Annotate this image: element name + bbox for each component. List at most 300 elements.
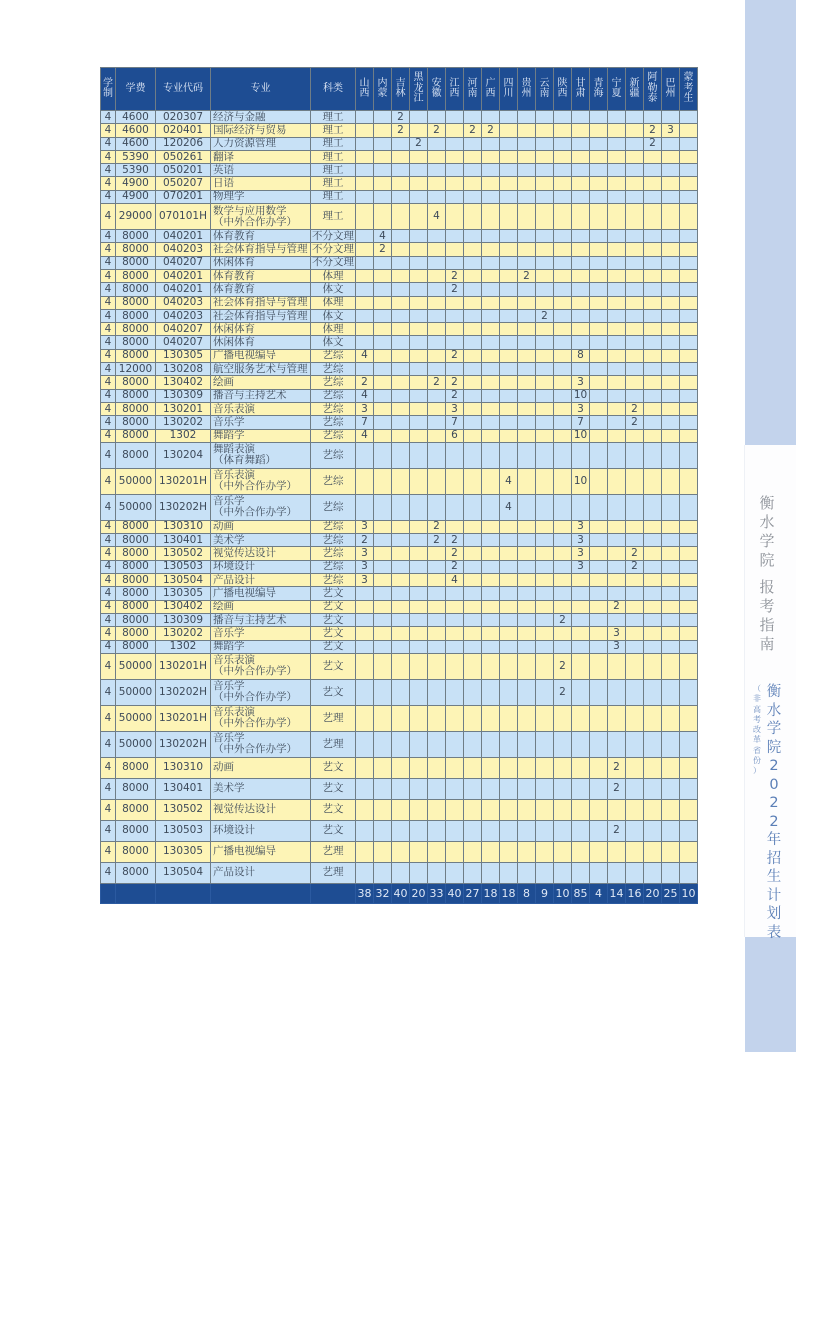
quota-cell: [428, 269, 446, 282]
quota-cell: 4: [428, 204, 446, 230]
quota-cell: [518, 164, 536, 177]
quota-cell: [590, 640, 608, 653]
quota-cell: [428, 757, 446, 778]
quota-cell: 3: [356, 547, 374, 560]
major-name-cell: 社会体育指导与管理: [211, 309, 311, 322]
quota-cell: [446, 820, 464, 841]
fee-cell: 8000: [116, 627, 156, 640]
total-cell: 18: [500, 883, 518, 903]
quota-cell: [374, 468, 392, 494]
quota-cell: [464, 587, 482, 600]
major-code-cell: 130502: [156, 547, 211, 560]
quota-cell: [518, 494, 536, 520]
quota-cell: [554, 124, 572, 137]
quota-cell: [644, 640, 662, 653]
quota-cell: [410, 363, 428, 376]
quota-cell: [662, 150, 680, 163]
quota-cell: [554, 150, 572, 163]
quota-cell: [662, 731, 680, 757]
quota-cell: [374, 124, 392, 137]
quota-cell: [554, 429, 572, 442]
category-cell: 艺文: [311, 679, 356, 705]
quota-cell: [482, 520, 500, 533]
quota-cell: [536, 389, 554, 402]
table-row: [101, 600, 698, 613]
major-code-cell: 040201: [156, 283, 211, 296]
quota-cell: [410, 164, 428, 177]
table-row: [101, 230, 698, 243]
quota-cell: [374, 613, 392, 626]
quota-cell: [662, 376, 680, 389]
major-name-cell: 体育教育: [211, 269, 311, 282]
quota-cell: [482, 679, 500, 705]
quota-cell: [392, 627, 410, 640]
province-header: 内 蒙: [374, 68, 392, 111]
quota-cell: [644, 574, 662, 587]
quota-cell: 2: [446, 389, 464, 402]
quota-cell: [446, 124, 464, 137]
table-row: [101, 164, 698, 177]
duration-cell: 4: [101, 150, 116, 163]
quota-cell: [590, 389, 608, 402]
quota-cell: [644, 309, 662, 322]
table-row: [101, 520, 698, 533]
quota-cell: [626, 705, 644, 731]
quota-cell: [356, 587, 374, 600]
quota-cell: [482, 640, 500, 653]
major-code-cell: 130402: [156, 600, 211, 613]
quota-cell: [500, 587, 518, 600]
quota-cell: [446, 230, 464, 243]
quota-cell: [590, 520, 608, 533]
category-cell: 理工: [311, 190, 356, 203]
quota-cell: [374, 679, 392, 705]
quota-cell: [680, 376, 698, 389]
major-name-cell: 美术学: [211, 534, 311, 547]
quota-cell: [626, 389, 644, 402]
quota-cell: [518, 416, 536, 429]
quota-cell: [482, 309, 500, 322]
major-name-cell: 经济与金融: [211, 111, 311, 124]
major-code-cell: 130310: [156, 520, 211, 533]
quota-cell: [572, 164, 590, 177]
column-header: 学费: [116, 68, 156, 111]
quota-cell: [446, 841, 464, 862]
quota-cell: [662, 494, 680, 520]
quota-cell: [644, 587, 662, 600]
duration-cell: 4: [101, 402, 116, 415]
quota-cell: [464, 402, 482, 415]
quota-cell: [536, 613, 554, 626]
fee-cell: 8000: [116, 429, 156, 442]
major-name-cell: 英语: [211, 164, 311, 177]
quota-cell: [626, 627, 644, 640]
quota-cell: [446, 323, 464, 336]
quota-cell: [482, 862, 500, 883]
quota-cell: [554, 323, 572, 336]
province-header: 陕 西: [554, 68, 572, 111]
quota-cell: [374, 547, 392, 560]
major-code-cell: 020401: [156, 124, 211, 137]
quota-cell: [482, 613, 500, 626]
quota-cell: [518, 442, 536, 468]
column-header: 专业代码: [156, 68, 211, 111]
quota-cell: [518, 600, 536, 613]
quota-cell: [464, 269, 482, 282]
category-cell: 艺综: [311, 442, 356, 468]
category-cell: 理工: [311, 177, 356, 190]
quota-cell: [446, 799, 464, 820]
quota-cell: [572, 243, 590, 256]
quota-cell: 3: [572, 547, 590, 560]
province-header: 山 西: [356, 68, 374, 111]
quota-cell: [590, 137, 608, 150]
quota-cell: [428, 190, 446, 203]
category-cell: 体文: [311, 309, 356, 322]
quota-cell: [608, 283, 626, 296]
fee-cell: 50000: [116, 653, 156, 679]
duration-cell: 4: [101, 190, 116, 203]
quota-cell: 4: [356, 429, 374, 442]
quota-cell: [500, 613, 518, 626]
quota-cell: [644, 862, 662, 883]
quota-cell: 2: [554, 679, 572, 705]
guide-title-line2: 报 考 指 南: [759, 578, 775, 653]
quota-cell: [644, 402, 662, 415]
quota-cell: [410, 679, 428, 705]
fee-cell: 8000: [116, 587, 156, 600]
quota-cell: [482, 283, 500, 296]
quota-cell: [590, 841, 608, 862]
table-row: [101, 627, 698, 640]
fee-cell: 8000: [116, 547, 156, 560]
quota-cell: [590, 429, 608, 442]
quota-cell: [500, 442, 518, 468]
quota-cell: [410, 389, 428, 402]
quota-cell: [464, 363, 482, 376]
major-name-cell: 广播电视编导: [211, 841, 311, 862]
quota-cell: 2: [482, 124, 500, 137]
quota-cell: [536, 416, 554, 429]
quota-cell: [608, 731, 626, 757]
quota-cell: [482, 336, 500, 349]
quota-cell: [680, 640, 698, 653]
quota-cell: [428, 799, 446, 820]
major-name-cell: 动画: [211, 520, 311, 533]
quota-cell: [536, 230, 554, 243]
quota-cell: [554, 402, 572, 415]
quota-cell: [500, 177, 518, 190]
quota-cell: [590, 349, 608, 362]
table-row: [101, 124, 698, 137]
quota-cell: [500, 841, 518, 862]
quota-cell: [662, 862, 680, 883]
quota-cell: [626, 204, 644, 230]
duration-cell: 4: [101, 177, 116, 190]
province-header: 青 海: [590, 68, 608, 111]
quota-cell: [392, 705, 410, 731]
total-cell: 38: [356, 883, 374, 903]
quota-cell: [482, 296, 500, 309]
quota-cell: [572, 494, 590, 520]
quota-cell: [374, 778, 392, 799]
quota-cell: [482, 111, 500, 124]
quota-cell: [482, 574, 500, 587]
quota-cell: [356, 190, 374, 203]
quota-cell: [446, 137, 464, 150]
quota-cell: [356, 705, 374, 731]
quota-cell: [590, 177, 608, 190]
quota-cell: [554, 256, 572, 269]
quota-cell: [410, 376, 428, 389]
quota-cell: [518, 111, 536, 124]
quota-cell: 10: [572, 389, 590, 402]
quota-cell: [500, 309, 518, 322]
category-cell: 艺理: [311, 731, 356, 757]
quota-cell: [464, 376, 482, 389]
quota-cell: [626, 600, 644, 613]
quota-cell: [680, 534, 698, 547]
quota-cell: [464, 429, 482, 442]
quota-cell: [626, 323, 644, 336]
category-cell: 艺理: [311, 705, 356, 731]
quota-cell: [644, 757, 662, 778]
category-cell: 理工: [311, 150, 356, 163]
category-cell: 艺综: [311, 389, 356, 402]
table-row: [101, 269, 698, 282]
quota-cell: [644, 560, 662, 573]
fee-cell: 8000: [116, 442, 156, 468]
quota-cell: [374, 323, 392, 336]
quota-cell: [644, 520, 662, 533]
quota-cell: [536, 243, 554, 256]
duration-cell: 4: [101, 442, 116, 468]
quota-cell: [518, 177, 536, 190]
quota-cell: [446, 150, 464, 163]
quota-cell: [518, 468, 536, 494]
quota-cell: 6: [446, 429, 464, 442]
quota-cell: 2: [554, 613, 572, 626]
quota-cell: [536, 124, 554, 137]
table-row: [101, 820, 698, 841]
quota-cell: [536, 177, 554, 190]
quota-cell: [482, 705, 500, 731]
major-name-cell: 环境设计: [211, 560, 311, 573]
quota-cell: [500, 862, 518, 883]
quota-cell: [680, 679, 698, 705]
quota-cell: [626, 256, 644, 269]
quota-cell: [644, 613, 662, 626]
category-cell: 艺文: [311, 799, 356, 820]
quota-cell: [500, 560, 518, 573]
quota-cell: [518, 204, 536, 230]
quota-cell: [554, 296, 572, 309]
quota-cell: [446, 705, 464, 731]
quota-cell: [626, 520, 644, 533]
quota-cell: [428, 402, 446, 415]
fee-cell: 8000: [116, 640, 156, 653]
quota-cell: [500, 389, 518, 402]
quota-cell: [428, 243, 446, 256]
quota-cell: 4: [356, 389, 374, 402]
quota-cell: [626, 534, 644, 547]
quota-cell: [554, 520, 572, 533]
duration-cell: 4: [101, 336, 116, 349]
quota-cell: [500, 799, 518, 820]
quota-cell: [536, 323, 554, 336]
quota-cell: [626, 349, 644, 362]
category-cell: 体理: [311, 269, 356, 282]
quota-cell: [662, 613, 680, 626]
quota-cell: 3: [608, 627, 626, 640]
duration-cell: 4: [101, 283, 116, 296]
quota-cell: [536, 269, 554, 282]
quota-cell: [644, 468, 662, 494]
quota-cell: [626, 190, 644, 203]
quota-cell: [410, 296, 428, 309]
quota-cell: [446, 653, 464, 679]
quota-cell: 2: [446, 560, 464, 573]
quota-cell: [680, 296, 698, 309]
quota-cell: [482, 150, 500, 163]
quota-cell: [590, 587, 608, 600]
quota-cell: 2: [644, 137, 662, 150]
quota-cell: [608, 494, 626, 520]
fee-cell: 5390: [116, 150, 156, 163]
quota-cell: [500, 243, 518, 256]
quota-cell: [428, 177, 446, 190]
quota-cell: [536, 587, 554, 600]
major-code-cell: 130401: [156, 778, 211, 799]
quota-cell: [554, 862, 572, 883]
quota-cell: [374, 799, 392, 820]
quota-cell: [626, 137, 644, 150]
quota-cell: [644, 705, 662, 731]
quota-cell: [626, 841, 644, 862]
quota-cell: [554, 534, 572, 547]
quota-cell: [374, 190, 392, 203]
quota-cell: [374, 494, 392, 520]
quota-cell: [572, 363, 590, 376]
quota-cell: [608, 137, 626, 150]
province-header: 宁 夏: [608, 68, 626, 111]
quota-cell: [626, 653, 644, 679]
quota-cell: [356, 204, 374, 230]
duration-cell: 4: [101, 613, 116, 626]
quota-cell: [482, 137, 500, 150]
quota-cell: [680, 204, 698, 230]
major-code-cell: 070201: [156, 190, 211, 203]
duration-cell: 4: [101, 243, 116, 256]
quota-cell: [446, 494, 464, 520]
quota-cell: [410, 862, 428, 883]
quota-cell: [608, 124, 626, 137]
category-cell: 艺文: [311, 613, 356, 626]
quota-cell: [392, 376, 410, 389]
quota-cell: [410, 640, 428, 653]
quota-cell: [500, 111, 518, 124]
duration-cell: 4: [101, 429, 116, 442]
quota-cell: [590, 416, 608, 429]
quota-cell: [644, 269, 662, 282]
duration-cell: 4: [101, 627, 116, 640]
quota-cell: [518, 363, 536, 376]
total-cell: 4: [590, 883, 608, 903]
quota-cell: [500, 323, 518, 336]
table-body: [101, 111, 698, 884]
quota-cell: [464, 534, 482, 547]
quota-cell: [680, 164, 698, 177]
quota-cell: [680, 520, 698, 533]
quota-cell: [536, 862, 554, 883]
quota-cell: 2: [554, 653, 572, 679]
quota-cell: [410, 560, 428, 573]
major-name-cell: 休闲体育: [211, 256, 311, 269]
quota-cell: [518, 653, 536, 679]
table-row: [101, 494, 698, 520]
quota-cell: [608, 862, 626, 883]
quota-cell: 7: [572, 416, 590, 429]
quota-cell: [644, 150, 662, 163]
quota-cell: [608, 429, 626, 442]
quota-cell: [374, 627, 392, 640]
quota-cell: [626, 679, 644, 705]
quota-cell: [554, 640, 572, 653]
fee-cell: 8000: [116, 600, 156, 613]
quota-cell: [482, 190, 500, 203]
quota-cell: [500, 574, 518, 587]
major-code-cell: 050261: [156, 150, 211, 163]
quota-cell: [608, 705, 626, 731]
quota-cell: [608, 534, 626, 547]
quota-cell: [590, 190, 608, 203]
quota-cell: [536, 137, 554, 150]
province-header: 云 南: [536, 68, 554, 111]
category-cell: 艺综: [311, 560, 356, 573]
quota-cell: [536, 757, 554, 778]
quota-cell: [356, 296, 374, 309]
quota-cell: [500, 600, 518, 613]
duration-cell: 4: [101, 256, 116, 269]
quota-cell: [608, 376, 626, 389]
quota-cell: [644, 323, 662, 336]
quota-cell: [374, 705, 392, 731]
quota-cell: [554, 164, 572, 177]
quota-cell: 2: [446, 547, 464, 560]
quota-cell: [392, 137, 410, 150]
quota-cell: [626, 862, 644, 883]
total-cell: 10: [554, 883, 572, 903]
quota-cell: [356, 600, 374, 613]
major-code-cell: 040207: [156, 323, 211, 336]
major-name-cell: 播音与主持艺术: [211, 389, 311, 402]
duration-cell: 4: [101, 363, 116, 376]
quota-cell: 2: [608, 820, 626, 841]
quota-cell: 7: [356, 416, 374, 429]
quota-cell: 3: [356, 560, 374, 573]
major-name-cell: 音乐学: [211, 416, 311, 429]
quota-cell: [518, 150, 536, 163]
table-row: [101, 243, 698, 256]
quota-cell: [554, 177, 572, 190]
quota-cell: [644, 363, 662, 376]
quota-cell: [554, 137, 572, 150]
quota-cell: [608, 547, 626, 560]
quota-cell: [410, 416, 428, 429]
table-header-row: [101, 68, 698, 111]
fee-cell: 8000: [116, 269, 156, 282]
quota-cell: [608, 349, 626, 362]
